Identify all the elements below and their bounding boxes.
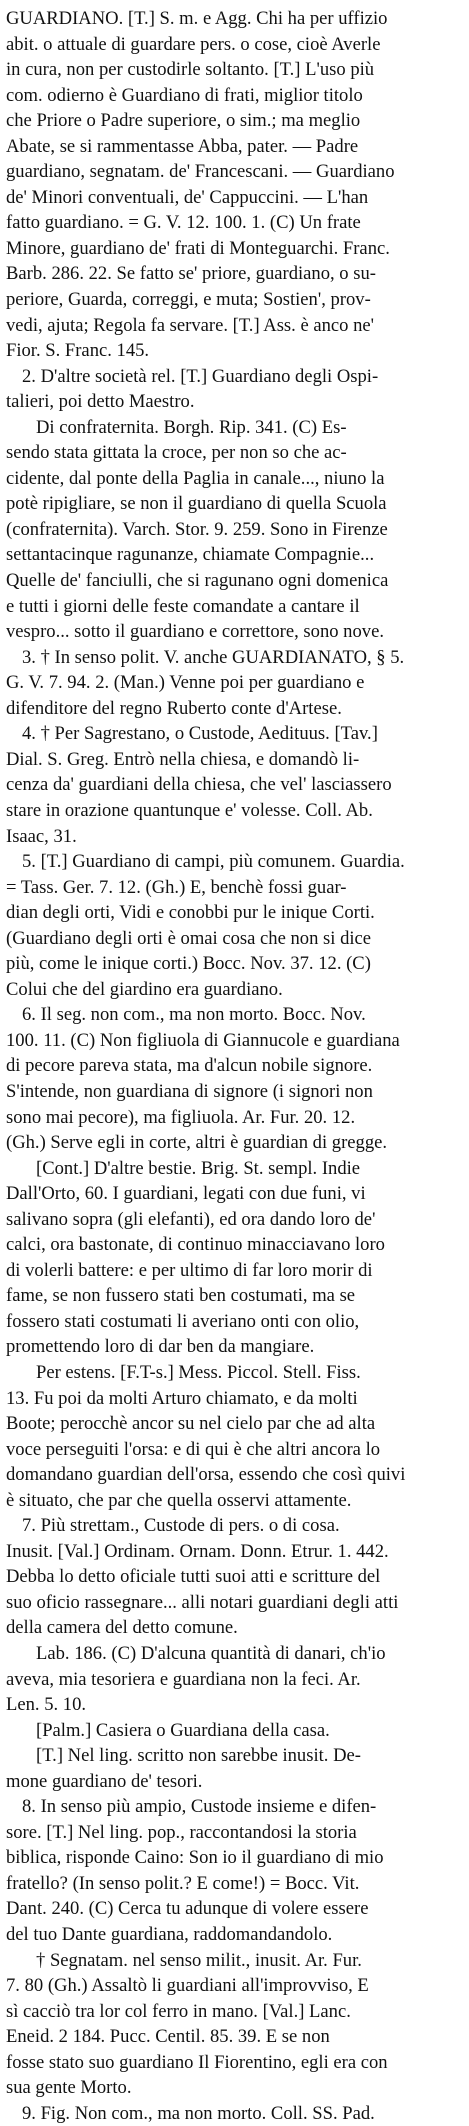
text-line: de' Minori conventuali, de' Cappuccini. — L'han — [6, 186, 369, 208]
text-line: (confraternita). Varch. Stor. 9. 259. Sono in Firenze — [6, 518, 388, 540]
text-line: domandano guardian dell'orsa, essendo che così quivi — [6, 1464, 406, 1486]
subsense-heading: [Palm.] Casiera o Guardiana della casa. — [36, 1719, 330, 1741]
text-line: aveva, mia tesoriera e guardiana non la feci. Ar. — [6, 1668, 361, 1690]
text-line: sore. [T.] Nel ling. pop., raccontandosi la storia — [6, 1821, 357, 1843]
text-line: e tutti i giorni delle feste comandate a cantare il — [6, 595, 360, 617]
text-line: talieri, poi detto Maestro. — [6, 391, 195, 413]
text-line: sì cacciò tra lor col ferro in mano. [Val.] Lanc. — [6, 2000, 351, 2022]
text-line: della camera del detto comune. — [6, 1617, 238, 1639]
text-line: vedi, ajuta; Regola fa servare. [T.] Ass. è anco ne' — [6, 314, 375, 336]
text-line: che Priore o Padre superiore, o sim.; ma meglio — [6, 110, 361, 132]
text-line: voce perseguiti l'orsa: e di qui è che altri ancora lo — [6, 1438, 381, 1460]
text-line: (Guardiano degli orti è omai cosa che non si dice — [6, 927, 372, 949]
text-line: Minore, guardiano de' frati di Monteguarchi. Franc. — [6, 237, 390, 259]
text-line: periore, Guarda, correggi, e muta; Sostien', prov- — [6, 289, 371, 311]
text-line: Abate, se si rammentasse Abba, pater. — Padre — [6, 135, 359, 157]
subsense-heading: † Segnatam. nel senso milit., inusit. Ar. Fur. — [36, 1949, 362, 1971]
text-line: difenditore del regno Ruberto conte d'Artese. — [6, 697, 342, 719]
sense-5-heading: 5. [T.] Guardiano di campi, più comunem. Guardia. — [22, 851, 405, 873]
text-line: mone guardiano de' tesori. — [6, 1770, 203, 1792]
sense-8-heading: 8. In senso più ampio, Custode insieme e difen- — [22, 1796, 377, 1818]
text-line: fatto guardiano. = G. V. 12. 100. 1. (C) Un frate — [6, 212, 361, 234]
text-line: (Gh.) Serve egli in corte, altri è guardian di gregge. — [6, 1132, 388, 1154]
text-line: 7. 80 (Gh.) Assaltò li guardiani all'improvviso, E — [6, 1975, 369, 1997]
text-line: Quelle de' fanciulli, che si ragunano ogni domenica — [6, 570, 389, 592]
text-line: com. odierno è Guardiano di frati, miglior titolo — [6, 84, 363, 106]
text-line: Len. 5. 10. — [6, 1694, 87, 1716]
text-line: fossero stati costumati li averiano onti con olio, — [6, 1310, 360, 1332]
subsense-heading: [T.] Nel ling. scritto non sarebbe inusit. De- — [36, 1745, 361, 1767]
text-line: GUARDIANO. [T.] S. m. e Agg. Chi ha per uffizio — [6, 8, 388, 29]
text-line: Dant. 240. (C) Cerca tu adunque di volere essere — [6, 1898, 369, 1920]
text-line: Colui che del giardino era guardiano. — [6, 978, 283, 1000]
text-line: Fior. S. Franc. 145. — [6, 340, 150, 362]
text-line: di pecore pareva stata, ma d'alcun nobile signore. — [6, 1055, 373, 1077]
text-line: fratello? (In senso polit.? E come!) = Bocc. Vit. — [6, 1872, 360, 1894]
subsense-heading: Lab. 186. (C) D'alcuna quantità di danari, ch'io — [36, 1643, 386, 1664]
text-line: cidente, dal ponte della Paglia in canale..., niuno la — [6, 467, 385, 489]
text-line: Boote; perocchè ancor su nel cielo par che ad alta — [6, 1413, 376, 1435]
text-line: suo oficio rassegnare... alli notari guardiani degli atti — [6, 1591, 399, 1613]
text-line: più, come le inique corti.) Bocc. Nov. 37. 12. (C) — [6, 953, 371, 975]
text-line: sua gente Morto. — [6, 2077, 132, 2099]
text-line: G. V. 7. 94. 2. (Man.) Venne poi per guardiano e — [6, 672, 365, 694]
text-line: sono mai pecore), ma figliuola. Ar. Fur. 20. 12. — [6, 1106, 356, 1128]
text-line: abit. o attuale di guardare pers. o cose, cioè Averle — [6, 33, 381, 55]
text-line: fosse stato suo guardiano Il Fiorentino, egli era con — [6, 2051, 388, 2073]
text-line: Barb. 286. 22. Se fatto se' priore, guardiano, o su- — [6, 263, 376, 285]
text-line: salivano sopra (gli elefanti), ed ora dando loro de' — [6, 1208, 376, 1230]
text-line: Dall'Orto, 60. I guardiani, legati con due funi, vi — [6, 1183, 366, 1205]
text-line: Eneid. 2 184. Pucc. Centil. 85. 39. E se non — [6, 2026, 330, 2048]
text-line: settantacinque ragunanze, chiamate Compagnie... — [6, 544, 375, 566]
text-line: del tuo Dante guardiana, raddomandandolo. — [6, 1924, 333, 1946]
subsense-heading: Per estens. [F.T-s.] Mess. Piccol. Stell. Fiss. — [36, 1361, 361, 1383]
sense-9-heading: 9. Fig. Non com., ma non morto. Coll. SS. Pad. — [22, 2102, 375, 2124]
text-line: potè ripigliare, se non il guardiano di quella Scuola — [6, 493, 387, 515]
text-line: di volerli battere: e per ultimo di far loro morir di — [6, 1259, 373, 1281]
text-line: fame, se non fussero stati ben costumati, ma se — [6, 1285, 356, 1307]
text-line: Debba lo detto oficiale tutti suoi atti e scritture del — [6, 1566, 381, 1588]
text-line: cenza da' guardiani della chiesa, che vel' lasciassero — [6, 774, 392, 796]
text-line: Dial. S. Greg. Entrò nella chiesa, e domandò li- — [6, 748, 360, 770]
text-line: 13. Fu poi da molti Arturo chiamato, e da molti — [6, 1387, 358, 1409]
text-line: Isaac, 31. — [6, 825, 77, 847]
text-line: 100. 11. (C) Non figliuola di Giannucole e guardiana — [6, 1029, 400, 1051]
sense-6-heading: 6. Il seg. non com., ma non morto. Bocc. Nov. — [22, 1004, 366, 1026]
text-line: Inusit. [Val.] Ordinam. Ornam. Donn. Etrur. 1. 442. — [6, 1540, 389, 1562]
sense-4-heading: 4. † Per Sagrestano, o Custode, Aedituus. [Tav.] — [22, 723, 378, 745]
text-line: promettendo loro di dar ben da mangiare. — [6, 1336, 315, 1358]
text-line: in cura, non per custodirle soltanto. [T.] L'uso più — [6, 59, 375, 81]
text-line: calci, ora bastonate, di continuo minacciavano loro — [6, 1234, 385, 1256]
text-line: vespro... sotto il guardiano e correttore, sono nove. — [6, 621, 384, 643]
text-line: è situato, che par che quella osservi attamente. — [6, 1489, 352, 1511]
subsense-heading: [Cont.] D'altre bestie. Brig. St. sempl. Indie — [36, 1157, 361, 1179]
text-line: stare in orazione quantunque e' volesse. Coll. Ab. — [6, 799, 373, 821]
text-line: guardiano, segnatam. de' Francescani. — Guardiano — [6, 161, 395, 183]
text-line: dian degli orti, Vidi e conobbi pur le inique Corti. — [6, 902, 375, 924]
sense-3-heading: 3. † In senso polit. V. anche GUARDIANATO, § 5. — [22, 646, 405, 668]
subsense-heading: Di confraternita. Borgh. Rip. 341. (C) Es- — [36, 416, 347, 438]
sense-7-heading: 7. Più strettam., Custode di pers. o di cosa. — [22, 1515, 340, 1537]
sense-2-heading: 2. D'altre società rel. [T.] Guardiano degli Ospi- — [22, 365, 379, 387]
text-line: sendo stata gittata la croce, per non so che ac- — [6, 442, 347, 464]
text-line: S'intende, non guardiana di signore (i signori non — [6, 1080, 373, 1102]
text-line: = Tass. Ger. 7. 12. (Gh.) E, benchè fossi guar- — [6, 876, 347, 898]
text-line: biblica, risponde Caino: Son io il guardiano di mio — [6, 1847, 384, 1869]
